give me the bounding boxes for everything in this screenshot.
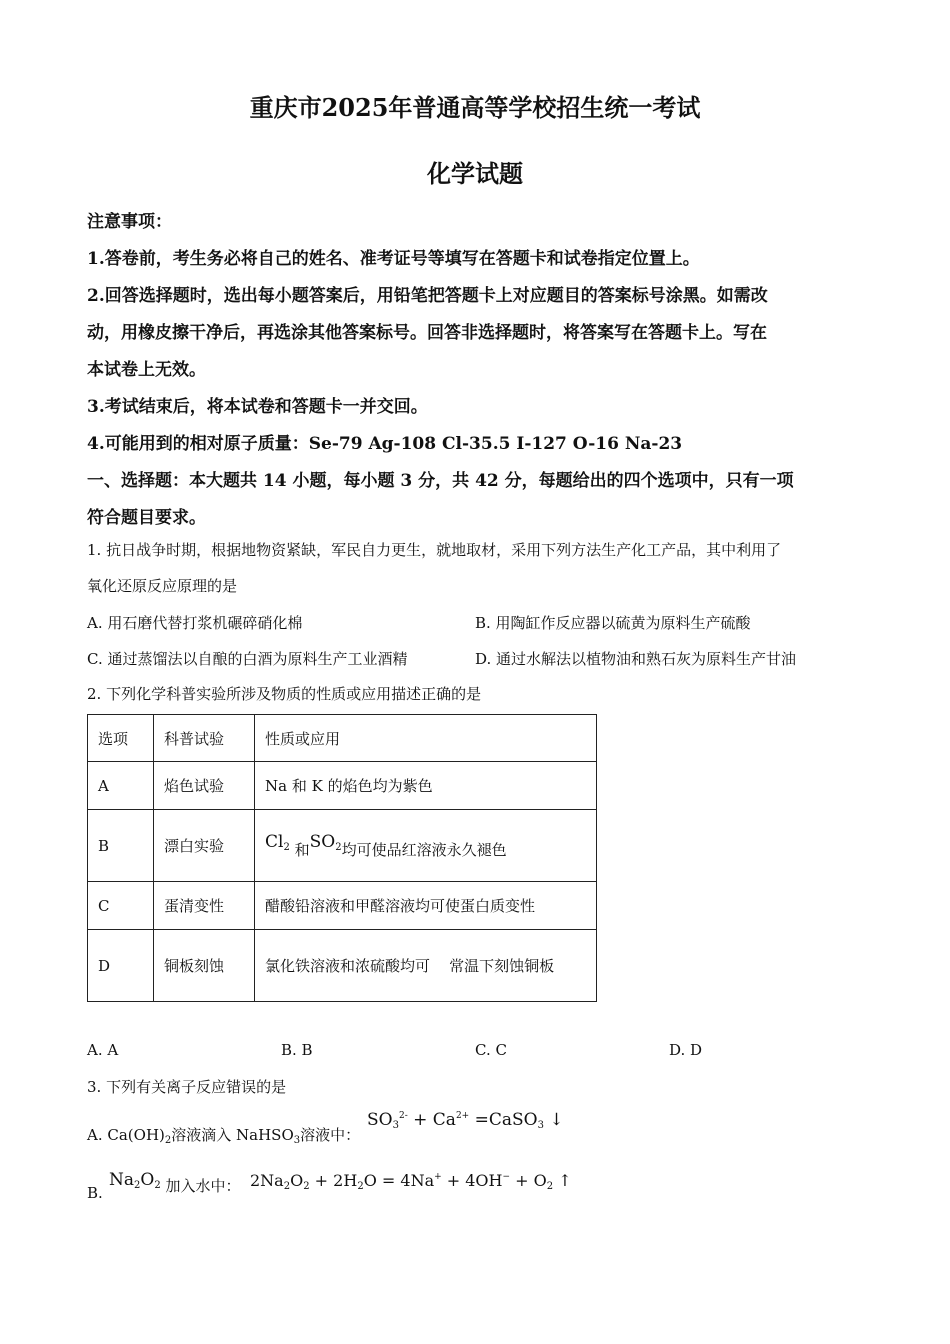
table-cell-option: D [88, 930, 154, 1002]
q1-option-a: A. 用石磨代替打浆机碾碎硝化棉 [87, 614, 303, 632]
q2-choice-a: A. A [87, 1041, 119, 1059]
section-heading-b: 符合题目要求。 [87, 508, 206, 528]
table-row [88, 882, 597, 930]
table-header-cell: 选项 [88, 715, 154, 762]
notice-item-2b: 动，用橡皮擦干净后，再选涂其他答案标号。回答非选择题时，将答案写在答题卡上。写在 [87, 323, 767, 343]
q3-option-b-label: $Na_2O_2$ 加入水中： [109, 1170, 241, 1195]
table-cell-option: A [88, 762, 154, 810]
q2-choice-c: C. C [475, 1041, 507, 1059]
q3-option-a-label: A. $Ca(OH)_2$溶液滴入 NaHSO$_3$溶液中： [87, 1126, 361, 1146]
table-cell-description: 氯化铁溶液和浓硫酸均可 常温下刻蚀铜板 [255, 930, 597, 1002]
table-cell-experiment: 蛋清变性 [154, 882, 255, 930]
exam-title: 重庆市2025年普通高等学校招生统一考试 [249, 93, 701, 122]
exam-subtitle: 化学试题 [427, 159, 523, 188]
sulfur-dioxide-formula: SO [309, 831, 336, 852]
table-row [88, 762, 597, 810]
q3-option-b-letter: B. [87, 1184, 103, 1202]
chlorine-formula: Cl [265, 831, 284, 852]
notice-item-2c: 本试卷上无效。 [87, 360, 206, 380]
notice-item-3: 3.考试结束后，将本试卷和答题卡一并交回。 [87, 397, 428, 417]
table-row [88, 810, 597, 882]
question-1-stem-a: 1. 抗日战争时期，根据地物资紧缺，军民自力更生，就地取材，采用下列方法生产化工产品，其中利用了 [87, 541, 782, 559]
table-cell-experiment: 漂白实验 [154, 810, 255, 882]
question-2-table [87, 714, 597, 1002]
sodium-peroxide-formula: Na [109, 1170, 135, 1190]
q1-option-b: B. 用陶缸作反应器以硫黄为原料生产硫酸 [475, 614, 751, 632]
q2-choice-b: B. B [281, 1041, 313, 1059]
notice-item-2a: 2.回答选择题时，选出每小题答案后，用铅笔把答题卡上对应题目的答案标号涂黑。如需改 [87, 286, 768, 306]
table-cell-option: C [88, 882, 154, 930]
table-cell-description: $Cl_2$ 和$SO_2$均可使品红溶液永久褪色 [255, 810, 597, 882]
q1-option-c: C. 通过蒸馏法以自酿的白酒为原料生产工业酒精 [87, 650, 408, 668]
notice-heading: 注意事项： [87, 212, 172, 232]
table-cell-experiment: 焰色试验 [154, 762, 255, 810]
q3-option-b-equation: $2Na_2O_2 + 2H_2O = 4Na^+ + 4OH^- + O_2$ ↑ [250, 1171, 572, 1192]
table-cell-description: 醋酸铅溶液和甲醛溶液均可使蛋白质变性 [255, 882, 597, 930]
q3-option-a-equation: $SO_3^{2-} + Ca^{2+}$ =CaSO$_3$ ↓ [367, 1110, 564, 1131]
question-2-stem: 2. 下列化学科普实验所涉及物质的性质或应用描述正确的是 [87, 685, 482, 703]
question-3-stem: 3. 下列有关离子反应错误的是 [87, 1078, 287, 1096]
q1-option-d: D. 通过水解法以植物油和熟石灰为原料生产甘油 [475, 650, 797, 668]
table-cell-option: B [88, 810, 154, 882]
table-row [88, 930, 597, 1002]
table-cell-experiment: 铜板刻蚀 [154, 930, 255, 1002]
q2-choice-d: D. D [669, 1041, 703, 1059]
table-header-cell: 科普试验 [154, 715, 255, 762]
question-1-stem-b: 氧化还原反应原理的是 [87, 577, 238, 595]
section-heading-a: 一、选择题：本大题共 14 小题，每小题 3 分，共 42 分，每题给出的四个选项中，只有一项 [87, 471, 794, 491]
notice-item-1: 1.答卷前，考生务必将自己的姓名、准考证号等填写在答题卡和试卷指定位置上。 [87, 249, 700, 269]
table-cell-description: Na 和 K 的焰色均为紫色 [255, 762, 597, 810]
notice-section [87, 204, 867, 537]
table-header-cell: 性质或应用 [255, 715, 597, 762]
question-1 [87, 532, 877, 604]
table-header-row [88, 715, 597, 762]
notice-item-4: 4.可能用到的相对原子质量：Se-79 Ag-108 Cl-35.5 I-127 O-16 Na-23 [87, 434, 683, 454]
